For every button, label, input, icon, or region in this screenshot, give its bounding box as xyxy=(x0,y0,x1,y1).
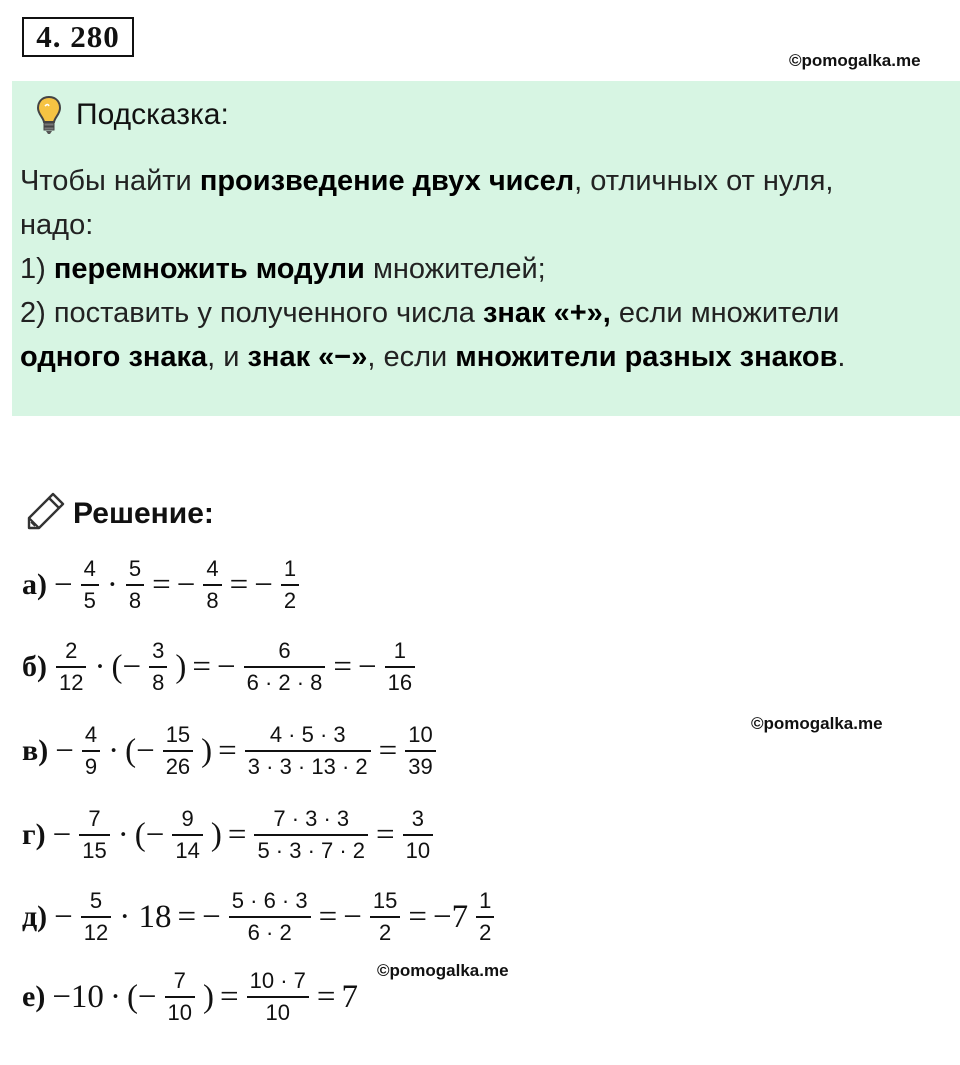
denominator: 8 xyxy=(149,666,167,698)
math-operator: = xyxy=(333,648,353,685)
fraction xyxy=(172,804,202,866)
denominator: 10 xyxy=(165,996,195,1028)
numerator: 9 xyxy=(181,806,194,831)
hint-bold-text: знак «+», xyxy=(482,297,611,329)
fraction xyxy=(405,720,435,782)
pencil-icon xyxy=(25,490,67,537)
fraction xyxy=(56,636,86,698)
row-label: б) xyxy=(22,650,47,683)
fraction xyxy=(281,554,299,616)
numerator: 1 xyxy=(479,888,492,913)
watermark-top: ©pomogalka.me xyxy=(789,51,921,70)
math-operator: − xyxy=(52,816,72,853)
math-operator: −10 xyxy=(52,978,104,1015)
math-operator: (− xyxy=(126,978,157,1015)
hint-bold-text: множители разных знаков xyxy=(455,341,838,373)
problem-number: 4. 280 xyxy=(22,17,134,57)
numerator: 1 xyxy=(283,556,297,581)
solution-row xyxy=(22,716,441,786)
numerator: 4 · 5 · 3 xyxy=(269,722,346,747)
numerator: 5 · 6 · 3 xyxy=(231,888,308,913)
math-operator: = xyxy=(177,898,197,935)
denominator: 10 xyxy=(403,834,433,866)
solution-row xyxy=(22,632,420,702)
hint-box xyxy=(12,81,960,416)
numerator: 5 xyxy=(128,556,142,581)
hint-bold-text: перемножить модули xyxy=(53,253,365,285)
math-operator: = xyxy=(227,816,247,853)
denominator: 5 xyxy=(81,584,99,616)
denominator: 6 · 2 xyxy=(229,916,311,948)
row-label: в) xyxy=(22,734,49,767)
math-operator: = xyxy=(220,978,239,1015)
math-operator: − xyxy=(202,898,221,935)
numerator: 4 xyxy=(206,556,219,581)
denominator: 5 · 3 · 7 · 2 xyxy=(254,834,368,866)
solution-row xyxy=(22,962,361,1032)
hint-header xyxy=(36,95,229,135)
math-operator: = xyxy=(408,898,427,935)
numerator: 10 · 7 xyxy=(249,968,306,993)
math-operator: = xyxy=(376,816,395,853)
denominator: 10 xyxy=(247,996,309,1028)
denominator: 6 · 2 · 8 xyxy=(244,666,326,698)
math-operator: · xyxy=(109,978,121,1015)
numerator: 15 xyxy=(372,888,398,913)
math-operator: · xyxy=(94,648,106,685)
math-operator: − xyxy=(216,648,236,685)
denominator: 2 xyxy=(281,584,299,616)
row-label: г) xyxy=(22,818,46,851)
math-operator: = xyxy=(378,732,398,769)
solution-row xyxy=(22,550,304,620)
solution-title: Решение: xyxy=(73,496,214,530)
hint-title: Подсказка: xyxy=(76,98,229,131)
numerator: 15 xyxy=(165,722,191,747)
math-operator: = xyxy=(192,648,211,685)
hint-text-segment: , если xyxy=(367,341,456,373)
math-operator: 7 xyxy=(341,978,359,1015)
fraction xyxy=(370,886,400,948)
math-operator: = xyxy=(218,732,237,769)
denominator: 2 xyxy=(476,916,494,948)
hint-bold-text: одного знака xyxy=(20,341,208,373)
numerator: 1 xyxy=(393,638,407,663)
hint-line xyxy=(20,291,955,335)
fraction xyxy=(165,966,195,1028)
fraction xyxy=(81,886,111,948)
denominator: 12 xyxy=(81,916,111,948)
denominator: 26 xyxy=(163,750,193,782)
fraction xyxy=(229,886,311,948)
denominator: 16 xyxy=(385,666,415,698)
fraction xyxy=(403,804,433,866)
denominator: 8 xyxy=(126,584,144,616)
math-operator: ) xyxy=(201,732,213,769)
hint-text-segment: Чтобы найти xyxy=(20,165,200,197)
fraction xyxy=(81,554,99,616)
hint-line xyxy=(20,247,955,291)
denominator: 3 · 3 · 13 · 2 xyxy=(245,750,371,782)
math-operator: · xyxy=(117,816,129,853)
math-operator: (− xyxy=(111,648,142,685)
hint-text xyxy=(20,159,955,379)
math-operator: · 18 xyxy=(119,898,172,935)
math-operator: − xyxy=(254,566,273,603)
hint-text-segment: надо: xyxy=(20,209,94,241)
fraction xyxy=(82,720,100,782)
hint-line xyxy=(20,159,955,203)
math-operator: − xyxy=(358,648,377,685)
numerator: 5 xyxy=(89,888,103,913)
numerator: 4 xyxy=(84,722,98,747)
math-operator: (− xyxy=(134,816,165,853)
denominator: 2 xyxy=(370,916,400,948)
math-operator: · xyxy=(106,566,118,603)
hint-text-segment: , отличных от нуля, xyxy=(574,165,834,197)
fraction xyxy=(247,966,309,1028)
numerator: 7 · 3 · 3 xyxy=(273,806,350,831)
fraction xyxy=(244,636,326,698)
row-label: е) xyxy=(22,980,46,1013)
math-operator: = xyxy=(316,978,336,1015)
math-operator: (− xyxy=(125,732,155,769)
fraction xyxy=(245,720,371,782)
hint-text-segment: , и xyxy=(207,341,248,373)
fraction xyxy=(163,720,193,782)
hint-text-segment: . xyxy=(837,341,846,373)
numerator: 7 xyxy=(173,968,186,993)
numerator: 4 xyxy=(83,556,96,581)
denominator: 39 xyxy=(405,750,435,782)
hint-text-segment: если множители xyxy=(610,297,840,329)
math-operator: − xyxy=(55,732,74,769)
solution-row xyxy=(22,882,499,952)
fraction xyxy=(203,554,221,616)
math-operator: − xyxy=(343,898,362,935)
denominator: 14 xyxy=(172,834,202,866)
math-operator: ) xyxy=(203,978,215,1015)
denominator: 9 xyxy=(82,750,100,782)
hint-text-segment: множителей; xyxy=(364,253,546,285)
row-label: а) xyxy=(22,568,47,601)
denominator: 12 xyxy=(56,666,86,698)
hint-line xyxy=(20,335,955,379)
fraction xyxy=(126,554,144,616)
hint-bold-text: произведение двух чисел xyxy=(199,165,575,197)
numerator: 7 xyxy=(88,806,101,831)
denominator: 15 xyxy=(79,834,109,866)
numerator: 2 xyxy=(65,638,78,663)
hint-bold-text: знак «−» xyxy=(247,341,368,373)
math-operator: − xyxy=(54,566,73,603)
fraction xyxy=(385,636,415,698)
numerator: 10 xyxy=(408,722,433,747)
math-operator: − xyxy=(54,898,73,935)
numerator: 3 xyxy=(152,638,165,663)
math-operator: ) xyxy=(210,816,222,853)
math-operator: = xyxy=(229,566,249,603)
hint-text-segment: 2) поставить у полученного числа xyxy=(20,297,483,329)
solution-row xyxy=(22,800,438,870)
fraction xyxy=(476,886,494,948)
numerator: 3 xyxy=(411,806,425,831)
row-label: д) xyxy=(22,900,48,933)
math-operator: · xyxy=(108,732,120,769)
lightbulb-icon xyxy=(36,95,62,135)
fraction xyxy=(79,804,109,866)
denominator: 8 xyxy=(203,584,221,616)
solution-header xyxy=(25,490,214,537)
math-operator: −7 xyxy=(432,898,469,935)
math-operator: = xyxy=(152,566,171,603)
math-operator: − xyxy=(176,566,196,603)
watermark-middle: ©pomogalka.me xyxy=(751,714,883,733)
fraction xyxy=(254,804,368,866)
watermark-bottom: ©pomogalka.me xyxy=(377,961,509,980)
math-operator: = xyxy=(318,898,338,935)
hint-line xyxy=(20,203,955,247)
hint-text-segment: 1) xyxy=(20,253,54,285)
math-operator: ) xyxy=(175,648,187,685)
fraction xyxy=(149,636,167,698)
numerator: 6 xyxy=(278,638,291,663)
